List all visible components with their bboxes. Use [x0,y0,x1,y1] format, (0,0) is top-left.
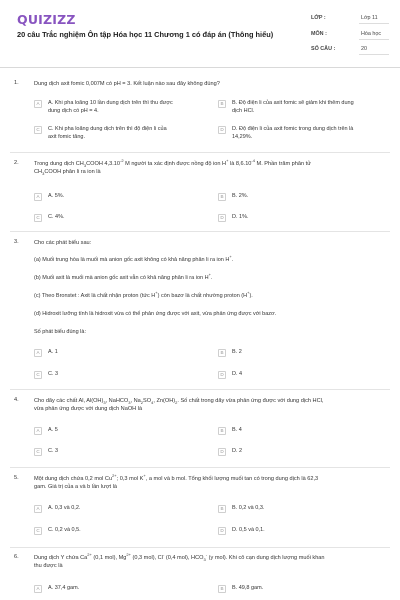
option-letter-box: C [34,371,42,379]
question-divider [10,231,390,232]
meta-class-value: Lớp 11 [361,15,378,21]
question-text: Trong dung dịch $CH_3COOH$ $4,3.10^{-2}$ M người ta xác định được nồng độ ion H+ là $8,6.10^{-4}$ M. Phần trăm phân tử $CH_3COOH$ phân li ra ion là [34,158,311,177]
option-text: C. Khi pha loãng dung dịch trên thì độ điện li của axit fomic tăng. [48,126,167,140]
option-letter-box: B [218,585,226,593]
statement-a: (a) Muối trung hòa là muối mà anion gốc axit không có khả năng phân li ra ion H+. [34,254,234,263]
option-text: B. 4 [232,427,242,433]
option-text: C. 3 [48,371,59,377]
question-number: 4. [14,397,19,403]
option-letter-box: C [34,448,42,456]
option-text: A. Khi pha loãng 10 lần dung dịch trên thì thu được dung dịch có pH = 4. [48,100,173,114]
option-letter-box: D [218,527,226,535]
statement-b: (b) Muối axit là muối mà anion gốc axit vẫn có khả năng phân li ra ion H+. [34,272,213,281]
meta-count-key: SỐ CÂU : [311,46,336,52]
question-ask: Số phát biểu đúng là: [34,329,86,335]
question-number: 2. [14,160,19,166]
meta-divider [359,23,389,24]
option-text: C. 4%. [48,214,65,220]
quizizz-logo: QUIZIZZ [17,12,76,27]
document-title: 20 câu Trắc nghiệm Ôn tập Hóa học 11 Chương 1 có đáp án (Thông hiểu) [17,30,274,39]
option-text: A. 0,3 và 0,2. [48,505,81,511]
option-text: D. 4 [232,371,243,377]
option-letter-box: A [34,427,42,435]
option-letter-box: B [218,349,226,357]
option-text: A. 37,4 gam. [48,585,80,591]
question-divider [10,389,390,390]
question-text: Dung dịch axit fomic 0,007M có pH = 3. Kết luận nào sau đây không đúng? [34,81,220,87]
question-divider [10,467,390,468]
meta-subject-key: MÔN : [311,31,327,37]
option-letter-box: D [218,448,226,456]
question-text: Một dung dịch chứa 0,2 mol $Cu^{2+}$; 0,3 mol K+, a mol và b mol. Tổng khối lượng muối tan có trong dung dịch là 62,3 gam. Giá trị của a và b lần lượt là [34,473,319,491]
question-divider [10,152,390,153]
option-text: B. 49,8 gam. [232,585,264,591]
statement-d: (d) Hidroxit lưỡng tính là hidroxit vừa có thể phản ứng được với axit, vừa phản ứng được với bazơ. [34,311,277,317]
option-text: B. Độ điện li của axit fomic sẽ giảm khi thêm dung dịch HCl. [232,100,354,114]
option-letter-box: D [218,214,226,222]
option-text: C. 0,2 và 0,5. [48,527,81,533]
option-letter-box: B [218,427,226,435]
question-divider [10,547,390,548]
option-text: D. Độ điện li của axit fomic trong dung dịch trên là 14,29%. [232,126,354,140]
option-text: D. 1%. [232,214,249,220]
meta-divider [359,54,389,55]
option-text: A. 1 [48,349,58,355]
option-letter-box: A [34,585,42,593]
meta-class-key: LỚP : [311,15,326,21]
option-letter-box: D [218,371,226,379]
option-letter-box: A [34,100,42,108]
option-text: B. 2%. [232,193,249,199]
option-letter-box: B [218,193,226,201]
option-text: C. 3 [48,448,59,454]
option-text: D. 0,5 và 0,1. [232,527,265,533]
option-letter-box: A [34,349,42,357]
meta-subject-value: Hóa học [361,31,382,37]
option-text: A. 5 [48,427,58,433]
option-text: B. 2 [232,349,242,355]
meta-divider [359,39,389,40]
option-text: D. 2 [232,448,243,454]
question-text: Cho các phát biểu sau: [34,240,92,246]
question-text: Dung dịch Y chứa $Ca^{2+}$ (0,1 mol), $Mg^{2+}$ (0,3 mol), Cl- (0,4 mol), $HCO_3^-$ (y mol). Khi cô cạn dung dịch lượng muối khan thu được là [34,552,325,570]
question-text: Cho dãy các chất Al, $Al(OH)_3$, NaHCO$_3$, $Na_2SO_4$, $Zn(OH)_2$. Số chất trong dãy vừa phản ứng được với dung dịch HCl, vừa phản ứng được với dung dịch NaOH là [34,398,324,413]
option-text: A. 5%. [48,193,65,199]
option-letter-box: C [34,126,42,134]
option-text: B. 0,2 và 0,3. [232,505,265,511]
option-letter-box: C [34,214,42,222]
question-number: 3. [14,239,19,245]
document-header [0,0,400,68]
question-number: 5. [14,475,19,481]
meta-count-value: 20 [361,46,367,52]
question-number: 6. [14,554,19,560]
question-number: 1. [14,80,19,86]
option-letter-box: C [34,527,42,535]
option-letter-box: A [34,193,42,201]
option-letter-box: B [218,100,226,108]
statement-c: (c) Theo Bronstet : Axit là chất nhận proton (tức H+) còn bazơ là chất nhường proton (H+). [34,290,253,299]
option-letter-box: B [218,505,226,513]
option-letter-box: A [34,505,42,513]
option-letter-box: D [218,126,226,134]
